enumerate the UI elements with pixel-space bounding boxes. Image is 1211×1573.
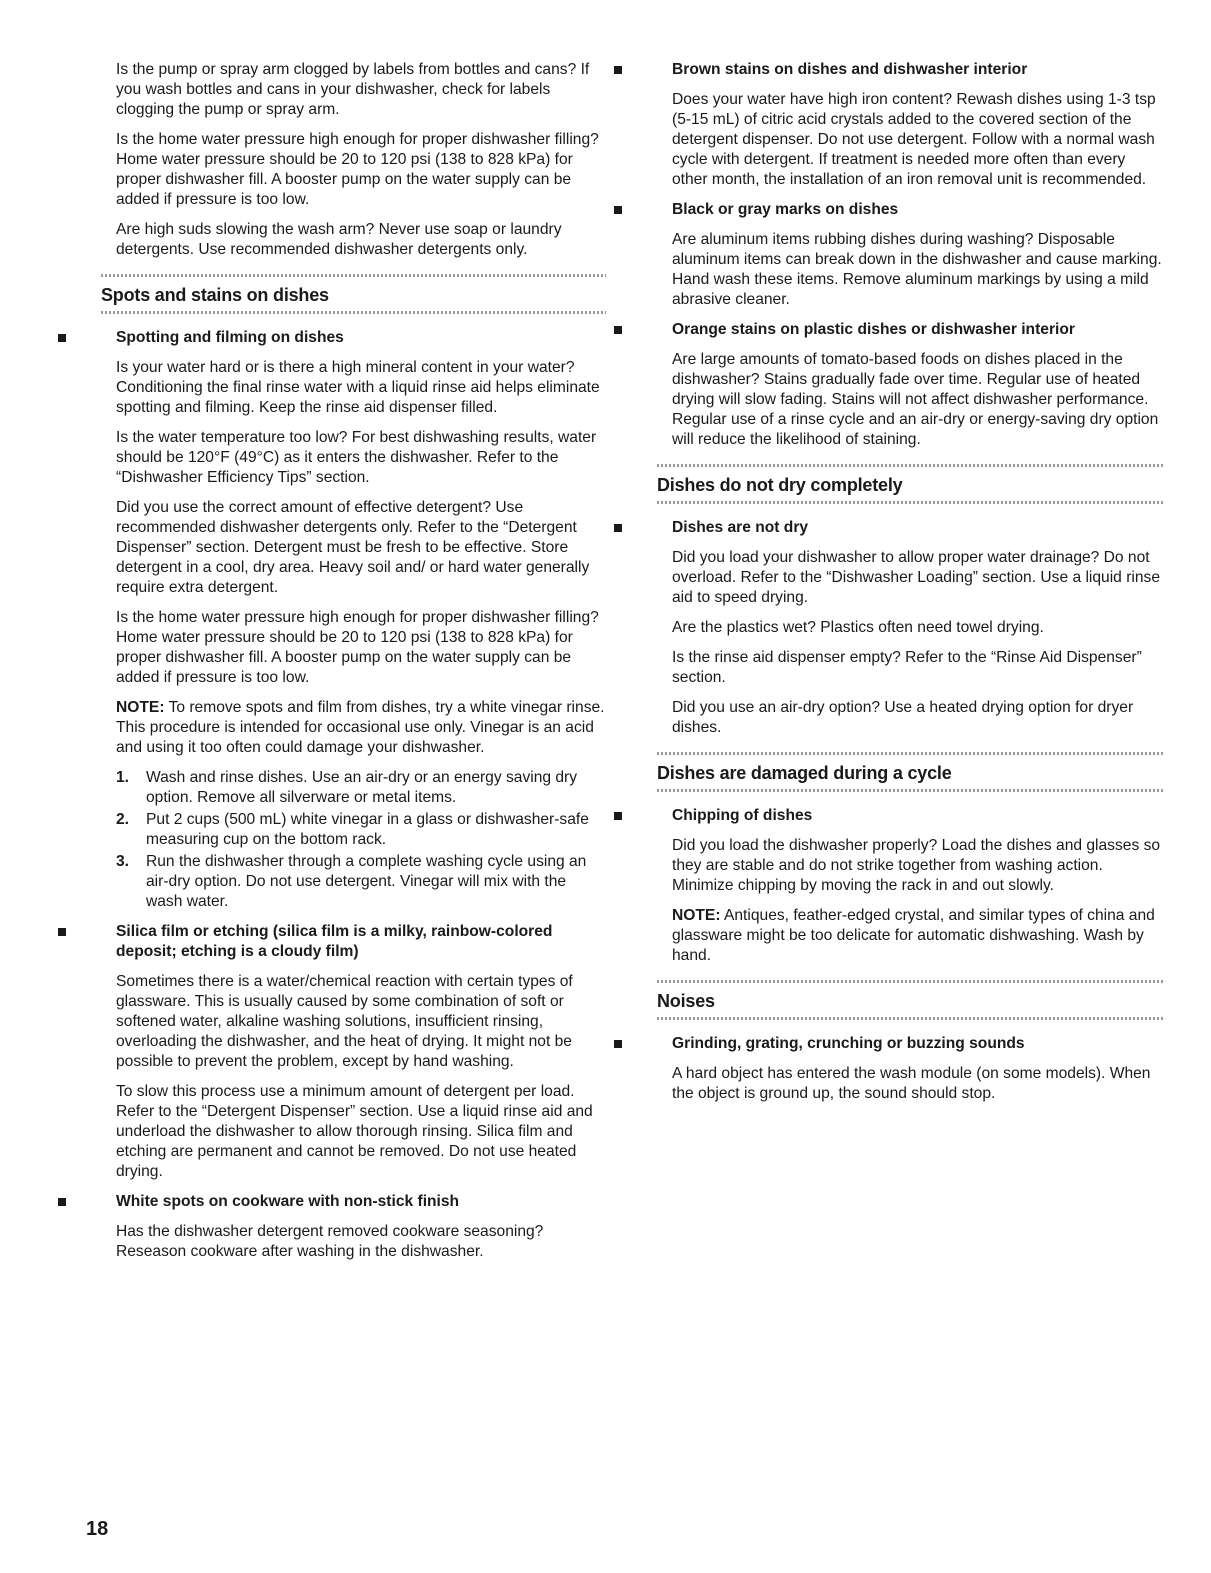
topic-heading bbox=[116, 328, 606, 348]
note-text: Antiques, feather-edged crystal, and similar types of china and glassware might be too delicate for automatic dishwashing. Wash by hand. bbox=[672, 907, 1155, 964]
section-rule-bottom bbox=[101, 311, 606, 314]
topic-dishes-not-dry bbox=[672, 518, 1164, 738]
bullet-square-icon bbox=[614, 326, 622, 334]
intro-paragraph-1: Is the pump or spray arm clogged by labels from bottles and cans? If you wash bottles and cans in your dishwasher, check for labels clogging the pump or spray arm. bbox=[116, 61, 590, 118]
step-number: 1. bbox=[116, 769, 130, 786]
step-text: Put 2 cups (500 mL) white vinegar in a glass or dishwasher-safe measuring cup on the bottom rack. bbox=[146, 811, 589, 848]
topic-paragraph: Did you use an air-dry option? Use a heated drying option for dryer dishes. bbox=[672, 699, 1134, 736]
note-text: To remove spots and film from dishes, try a white vinegar rinse. This procedure is intended for occasional use only. Vinegar is an acid and using it too often could damage your dishwasher. bbox=[116, 699, 605, 756]
topic-spotting-and-filming bbox=[116, 328, 606, 912]
topic-paragraph: Is the water temperature too low? For best dishwashing results, water should be 120°F (49°C) as it enters the dishwasher. Refer to the “Dishwasher Efficiency Tips” section. bbox=[116, 429, 597, 486]
topic-chipping bbox=[672, 806, 1164, 966]
bullet-square-icon bbox=[614, 1040, 622, 1048]
bullet-square-icon bbox=[58, 334, 66, 342]
topic-paragraph: Does your water have high iron content? Rewash dishes using 1-3 tsp (5-15 mL) of citric acid crystals added to the covered section of the detergent dispenser. Do not use detergent. Follow with a normal wash cycle with detergent. If treatment is needed more often than every other month, the installation of an iron removal unit is recommended. bbox=[672, 91, 1156, 188]
section-title: Dishes do not dry completely bbox=[657, 475, 903, 495]
topic-paragraph: Are the plastics wet? Plastics often need towel drying. bbox=[672, 619, 1044, 636]
section-rule-top bbox=[657, 980, 1164, 983]
section-dishes-damaged bbox=[657, 752, 1164, 792]
topic-paragraph: Sometimes there is a water/chemical reaction with certain types of glassware. This is usually caused by some combination of soft or softened water, alkaline washing solutions, insufficient rinsing, overloading the dishwasher, and the heat of drying. It might not be possible to prevent the problem, except by hand washing. bbox=[116, 973, 573, 1070]
topic-orange-stains bbox=[672, 320, 1164, 450]
topic-heading bbox=[116, 1192, 606, 1212]
step-number: 3. bbox=[116, 853, 130, 870]
step-item bbox=[116, 852, 606, 912]
topic-black-gray-marks bbox=[672, 200, 1164, 310]
bullet-square-icon bbox=[614, 524, 622, 532]
section-title: Spots and stains on dishes bbox=[101, 285, 329, 305]
note-label: NOTE: bbox=[116, 699, 165, 716]
section-rule-top bbox=[657, 752, 1164, 755]
topic-silica-film bbox=[116, 922, 606, 1182]
topic-grinding-sounds bbox=[672, 1034, 1164, 1104]
bullet-square-icon bbox=[58, 1198, 66, 1206]
topic-paragraph: Did you use the correct amount of effective detergent? Use recommended dishwasher detergents only. Refer to the “Detergent Dispenser” section. Detergent must be fresh to be effective. Store detergent in a cool, dry area. Heavy soil and/ or hard water generally require extra detergent. bbox=[116, 499, 590, 596]
vinegar-rinse-steps bbox=[116, 768, 606, 912]
topic-paragraph: To slow this process use a minimum amount of detergent per load. Refer to the “Detergent Dispenser” section. Use a liquid rinse aid and underload the dishwasher to allow thorough rinsing. Silica film and etching are permanent and cannot be removed. Do not use heated drying. bbox=[116, 1083, 593, 1180]
bullet-square-icon bbox=[614, 206, 622, 214]
note-paragraph bbox=[116, 698, 606, 758]
section-rule-bottom bbox=[657, 1017, 1164, 1020]
topic-heading-text: Spotting and filming on dishes bbox=[116, 329, 344, 346]
topic-heading-text: Black or gray marks on dishes bbox=[672, 201, 899, 218]
section-rule-bottom bbox=[657, 789, 1164, 792]
step-item bbox=[116, 810, 606, 850]
section-spots-and-stains bbox=[101, 274, 606, 314]
section-noises bbox=[657, 980, 1164, 1020]
topic-heading bbox=[116, 922, 606, 962]
right-column bbox=[657, 60, 1164, 1114]
topic-paragraph: Is the home water pressure high enough for proper dishwasher filling? Home water pressure should be 20 to 120 psi (138 to 828 kPa) for proper dishwasher fill. A booster pump on the water supply can be added if pressure is too low. bbox=[116, 609, 599, 686]
topic-heading bbox=[672, 1034, 1164, 1054]
page-number: 18 bbox=[86, 1518, 109, 1540]
step-number: 2. bbox=[116, 811, 130, 828]
note-paragraph bbox=[672, 906, 1164, 966]
topic-paragraph: Is your water hard or is there a high mineral content in your water? Conditioning the final rinse water with a liquid rinse aid helps eliminate spotting and filming. Keep the rinse aid dispenser filled. bbox=[116, 359, 600, 416]
topic-paragraph: Are large amounts of tomato-based foods on dishes placed in the dishwasher? Stains gradually fade over time. Regular use of heated drying will slow fading. Stains will not affect dishwasher performance. Regular use of a rinse cycle and an air-dry or energy-saving dry option will reduce the likelihood of staining. bbox=[672, 351, 1159, 448]
topic-heading bbox=[672, 806, 1164, 826]
section-rule-top bbox=[657, 464, 1164, 467]
topic-paragraph: Did you load the dishwasher properly? Load the dishes and glasses so they are stable and do not strike together from washing action. Minimize chipping by moving the rack in and out slowly. bbox=[672, 837, 1161, 894]
step-text: Wash and rinse dishes. Use an air-dry or an energy saving dry option. Remove all silverware or metal items. bbox=[146, 769, 578, 806]
section-title: Noises bbox=[657, 991, 715, 1011]
topic-heading-text: Dishes are not dry bbox=[672, 519, 809, 536]
intro-paragraph-2: Is the home water pressure high enough for proper dishwasher filling? Home water pressure should be 20 to 120 psi (138 to 828 kPa) for proper dishwasher fill. A booster pump on the water supply can be added if pressure is too low. bbox=[116, 131, 599, 208]
topic-heading bbox=[672, 518, 1164, 538]
topic-brown-stains bbox=[672, 60, 1164, 190]
section-rule-top bbox=[101, 274, 606, 277]
left-column bbox=[101, 60, 606, 1272]
intro-paragraph-3: Are high suds slowing the wash arm? Never use soap or laundry detergents. Use recommended dishwasher detergents only. bbox=[116, 221, 562, 258]
topic-heading-text: Silica film or etching (silica film is a milky, rainbow-colored deposit; etching is a cloudy film) bbox=[116, 923, 553, 960]
topic-heading bbox=[672, 60, 1164, 80]
bullet-square-icon bbox=[58, 928, 66, 936]
topic-heading-text: Orange stains on plastic dishes or dishwasher interior bbox=[672, 321, 1075, 338]
topic-paragraph: Are aluminum items rubbing dishes during washing? Disposable aluminum items can break down in the dishwasher and cause marking. Hand wash these items. Remove aluminum markings by using a mild abrasive cleaner. bbox=[672, 231, 1162, 308]
section-title: Dishes are damaged during a cycle bbox=[657, 763, 952, 783]
bullet-square-icon bbox=[614, 812, 622, 820]
topic-paragraph: Did you load your dishwasher to allow proper water drainage? Do not overload. Refer to the “Dishwasher Loading” section. Use a liquid rinse aid to speed drying. bbox=[672, 549, 1160, 606]
topic-heading-text: Chipping of dishes bbox=[672, 807, 813, 824]
topic-white-spots bbox=[116, 1192, 606, 1262]
note-label: NOTE: bbox=[672, 907, 721, 924]
topic-paragraph: Has the dishwasher detergent removed cookware seasoning? Reseason cookware after washing in the dishwasher. bbox=[116, 1223, 544, 1260]
section-dishes-do-not-dry bbox=[657, 464, 1164, 504]
topic-paragraph: A hard object has entered the wash module (on some models). When the object is ground up, the sound should stop. bbox=[672, 1065, 1151, 1102]
bullet-square-icon bbox=[614, 66, 622, 74]
topic-heading bbox=[672, 200, 1164, 220]
topic-paragraph: Is the rinse aid dispenser empty? Refer to the “Rinse Aid Dispenser” section. bbox=[672, 649, 1142, 686]
topic-heading-text: White spots on cookware with non-stick finish bbox=[116, 1193, 460, 1210]
topic-heading bbox=[672, 320, 1164, 340]
step-text: Run the dishwasher through a complete washing cycle using an air-dry option. Do not use detergent. Vinegar will mix with the wash water. bbox=[146, 853, 587, 910]
section-rule-bottom bbox=[657, 501, 1164, 504]
step-item bbox=[116, 768, 606, 808]
topic-heading-text: Grinding, grating, crunching or buzzing sounds bbox=[672, 1035, 1025, 1052]
topic-heading-text: Brown stains on dishes and dishwasher interior bbox=[672, 61, 1028, 78]
